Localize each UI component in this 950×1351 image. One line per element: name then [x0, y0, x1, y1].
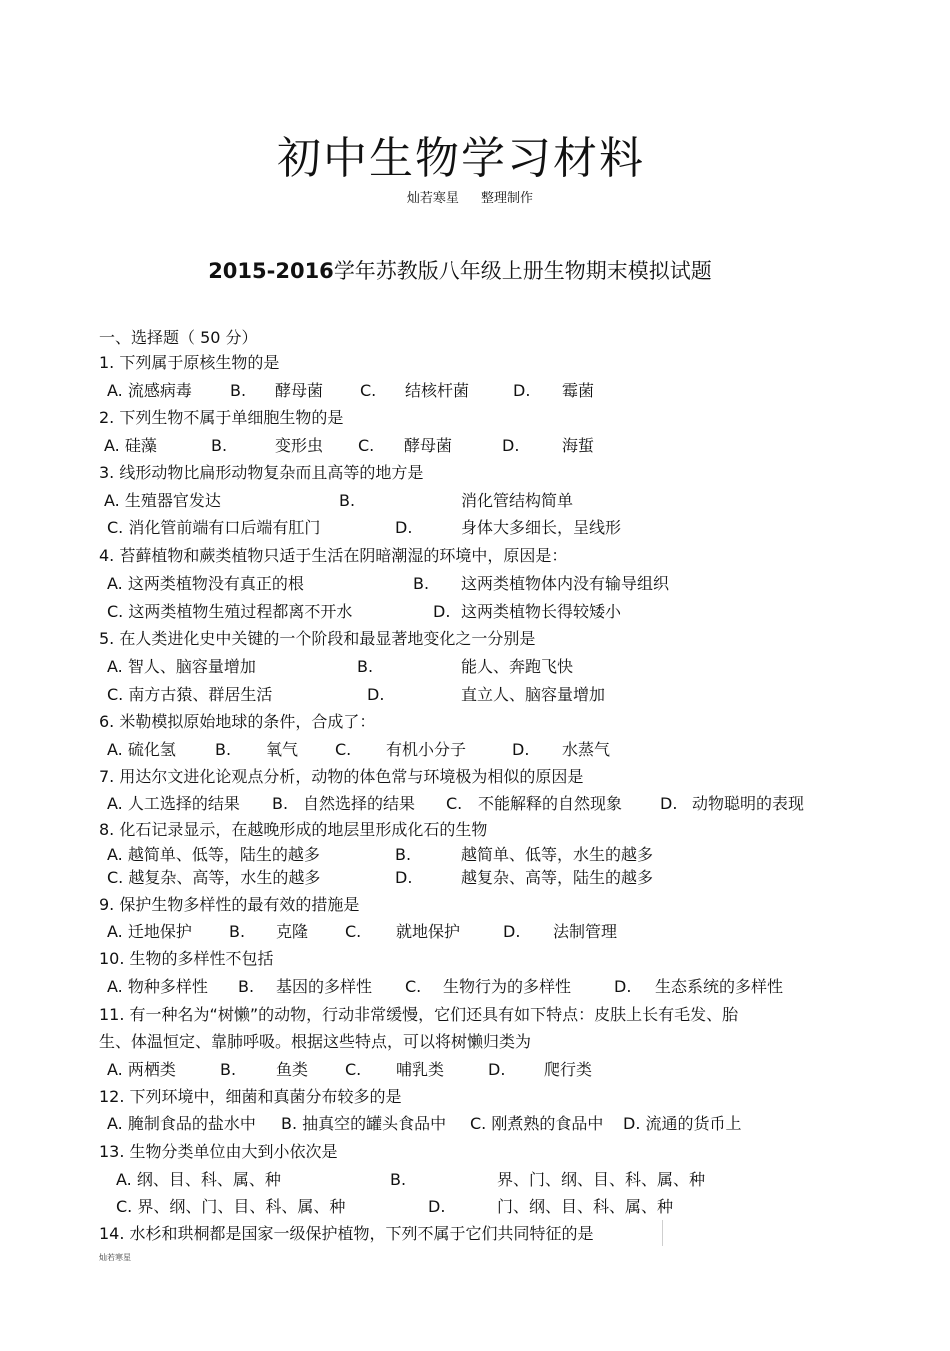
question-stem: 10. 生物的多样性不包括: [99, 949, 274, 968]
option-b-text: 克隆: [276, 922, 309, 941]
option-d-text: 越复杂、高等，陆生的越多: [461, 868, 654, 887]
option-b-text: 界、门、纲、目、科、属、种: [497, 1170, 706, 1189]
option-d-text: 海蜇: [562, 436, 595, 455]
option-d: D. 流通的货币上: [623, 1114, 742, 1133]
question-stem: 6. 米勒模拟原始地球的条件，合成了：: [99, 712, 376, 731]
question-stem: 11. 有一种名为“树懒”的动物，行动非常缓慢，它们还具有如下特点：皮肤上长有毛发、胎: [99, 1005, 739, 1024]
option-d-label: D.: [502, 436, 520, 455]
option-b-label: B.: [390, 1170, 407, 1189]
option-a: A. 物种多样性: [107, 977, 208, 996]
option-d-text: 霉菌: [562, 381, 595, 400]
option-d-label: D.: [614, 977, 632, 996]
option-a: A. 迁地保护: [107, 922, 192, 941]
option-a: A. 人工选择的结果: [107, 794, 240, 813]
option-b-text: 越简单、低等，水生的越多: [461, 845, 654, 864]
page-footer: 灿若寒星: [99, 1253, 131, 1262]
option-b-label: B.: [215, 740, 232, 759]
option-c-label: C.: [446, 794, 463, 813]
question-stem: 2. 下列生物不属于单细胞生物的是: [99, 408, 344, 427]
option-d-label: D.: [433, 602, 451, 621]
option-a: A. 越简单、低等，陆生的越多: [107, 845, 320, 864]
question-stem: 1. 下列属于原核生物的是: [99, 353, 280, 372]
option-c: C. 南方古猿、群居生活: [107, 685, 273, 704]
option-b-label: B.: [220, 1060, 237, 1079]
option-b-label: B.: [211, 436, 228, 455]
page-title: 初中生物学习材料: [277, 133, 645, 184]
option-d-label: D.: [512, 740, 530, 759]
option-c: C. 刚煮熟的食品中: [470, 1114, 604, 1133]
option-c-label: C.: [358, 436, 375, 455]
option-c: C. 消化管前端有口后端有肛门: [107, 518, 321, 537]
option-d-label: D.: [428, 1197, 446, 1216]
option-b-label: B.: [395, 845, 412, 864]
question-stem: 13. 生物分类单位由大到小依次是: [99, 1142, 338, 1161]
option-c-text: 哺乳类: [396, 1060, 445, 1079]
option-d-label: D.: [503, 922, 521, 941]
option-c-text: 就地保护: [396, 922, 461, 941]
option-c-label: C.: [360, 381, 377, 400]
option-d-label: D.: [488, 1060, 506, 1079]
option-c-label: C.: [345, 922, 362, 941]
question-stem: 7. 用达尔文进化论观点分析，动物的体色常与环境极为相似的原因是: [99, 767, 584, 786]
option-a: A. 硅藻: [104, 436, 157, 455]
option-b-label: B.: [272, 794, 289, 813]
option-d-label: D.: [395, 868, 413, 887]
option-a: A. 流感病毒: [107, 381, 192, 400]
option-c-label: C.: [345, 1060, 362, 1079]
option-d-text: 法制管理: [553, 922, 618, 941]
option-d-text: 身体大多细长，呈线形: [461, 518, 622, 537]
option-d-text: 生态系统的多样性: [655, 977, 784, 996]
option-a: A. 智人、脑容量增加: [107, 657, 256, 676]
option-d-label: D.: [367, 685, 385, 704]
option-d-text: 这两类植物长得较矮小: [461, 602, 622, 621]
option-d-text: 直立人、脑容量增加: [461, 685, 606, 704]
option-b-text: 鱼类: [276, 1060, 309, 1079]
option-b-text: 氧气: [266, 740, 299, 759]
option-b-label: B.: [357, 657, 374, 676]
option-d-label: D.: [660, 794, 678, 813]
option-c-text: 生物行为的多样性: [443, 977, 572, 996]
question-stem: 5. 在人类进化史中关键的一个阶段和最显著地变化之一分别是: [99, 629, 536, 648]
option-b-text: 自然选择的结果: [303, 794, 416, 813]
option-b-label: B.: [238, 977, 255, 996]
option-b-text: 这两类植物体内没有输导组织: [461, 574, 670, 593]
option-d-text: 动物聪明的表现: [692, 794, 805, 813]
option-c-text: 结核杆菌: [405, 381, 470, 400]
option-c-label: C.: [335, 740, 352, 759]
option-a: A. 生殖器官发达: [104, 491, 221, 510]
section-heading: 一、选择题（ 50 分）: [99, 328, 258, 347]
option-b-text: 能人、奔跑飞快: [461, 657, 574, 676]
question-stem: 14. 水杉和珙桐都是国家一级保护植物，下列不属于它们共同特征的是: [99, 1224, 594, 1243]
option-b-text: 消化管结构简单: [461, 491, 574, 510]
option-b-text: 变形虫: [275, 436, 324, 455]
question-stem: 12. 下列环境中，细菌和真菌分布较多的是: [99, 1087, 402, 1106]
option-d-text: 爬行类: [544, 1060, 593, 1079]
option-a: A. 硫化氢: [107, 740, 176, 759]
question-stem: 8. 化石记录显示，在越晚形成的地层里形成化石的生物: [99, 820, 488, 839]
option-b-text: 基因的多样性: [276, 977, 373, 996]
option-d-label: D.: [513, 381, 531, 400]
exam-year: 2015-2016: [208, 259, 334, 283]
option-c-label: C.: [405, 977, 422, 996]
option-c: C. 界、纲、门、目、科、属、种: [116, 1197, 346, 1216]
option-c-text: 酵母菌: [404, 436, 453, 455]
option-d-text: 门、纲、目、科、属、种: [497, 1197, 674, 1216]
option-b-label: B.: [413, 574, 430, 593]
page-subtitle: 灿若寒星 整理制作: [406, 191, 534, 206]
exam-title: [0, 255, 920, 285]
option-b-label: B.: [229, 922, 246, 941]
option-c-text: 有机小分子: [386, 740, 467, 759]
page-divider: [662, 1220, 663, 1246]
option-c: C. 这两类植物生殖过程都离不开水: [107, 602, 353, 621]
question-stem: 3. 线形动物比扁形动物复杂而且高等的地方是: [99, 463, 424, 482]
question-stem-cont: 生、体温恒定、靠肺呼吸。根据这些特点，可以将树懒归类为: [99, 1032, 532, 1051]
option-a: A. 腌制食品的盐水中: [107, 1114, 256, 1133]
option-c: C. 越复杂、高等，水生的越多: [107, 868, 321, 887]
option-b-text: 酵母菌: [275, 381, 324, 400]
option-b: B. 抽真空的罐头食品中: [281, 1114, 447, 1133]
option-c-text: 不能解释的自然现象: [478, 794, 623, 813]
question-stem: 4. 苔藓植物和蕨类植物只适于生活在阴暗潮湿的环境中，原因是：: [99, 546, 568, 565]
option-a: A. 这两类植物没有真正的根: [107, 574, 304, 593]
question-stem: 9. 保护生物多样性的最有效的措施是: [99, 895, 360, 914]
option-b-label: B.: [230, 381, 247, 400]
exam-name: 学年苏教版八年级上册生物期末模拟试题: [333, 259, 712, 283]
option-b-label: B.: [339, 491, 356, 510]
option-a: A. 两栖类: [107, 1060, 176, 1079]
option-d-text: 水蒸气: [562, 740, 611, 759]
option-a: A. 纲、目、科、属、种: [116, 1170, 281, 1189]
option-d-label: D.: [395, 518, 413, 537]
